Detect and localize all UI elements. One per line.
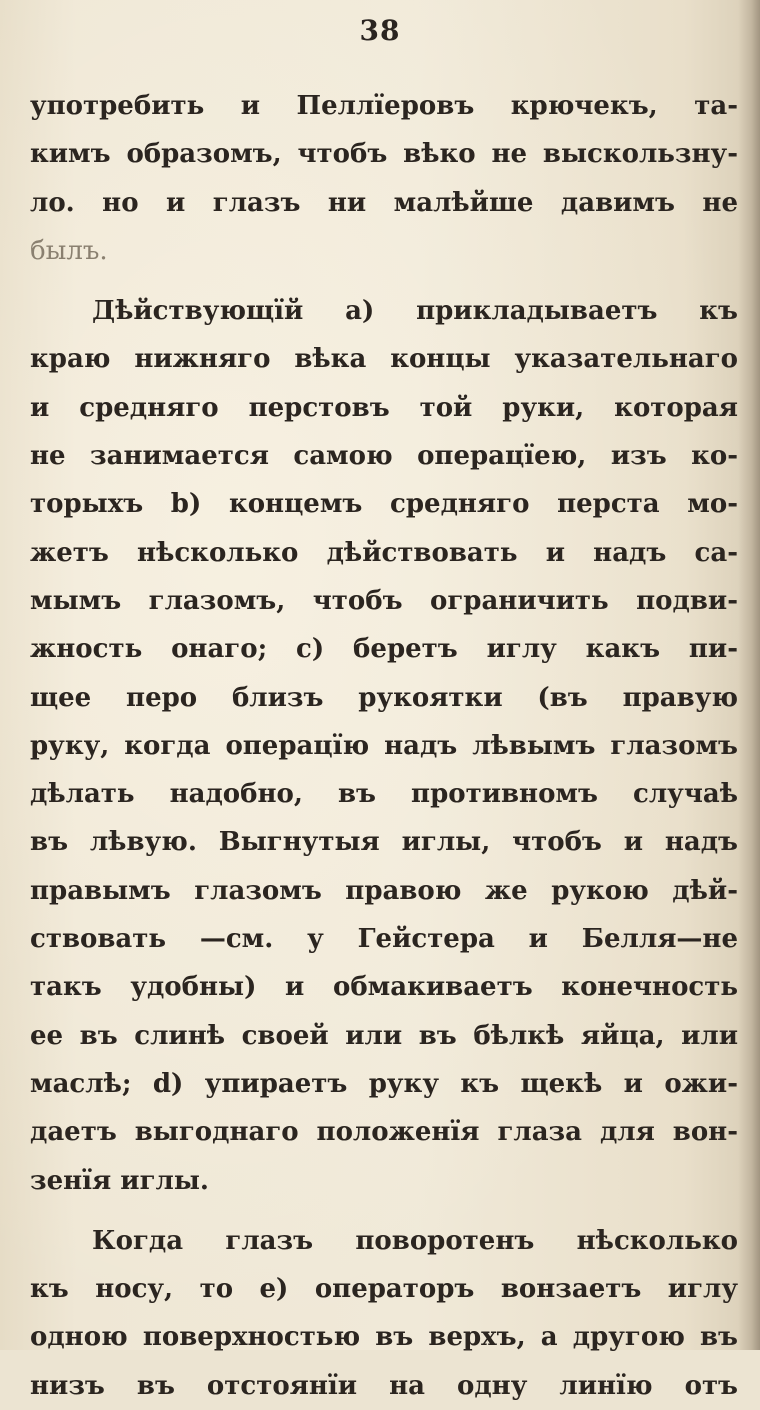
text-line: жность онаго; c) беретъ иглу какъ пи- [30,634,738,665]
text-line: дѣлать надобно, въ противномъ случаѣ [30,779,738,810]
text-line: къ носу, то e) операторъ вонзаетъ иглу [30,1274,738,1305]
text-line: кимъ образомъ, чтобъ вѣко не выскользну- [30,139,738,170]
text-line: одною поверхностью въ верхъ, а другою въ [30,1322,738,1353]
page-spine-shadow [738,0,760,1350]
text-line: былъ. [30,235,108,266]
text-line: мымъ глазомъ, чтобъ ограничить подви- [30,585,738,616]
text-line: ло. но и глазъ ни малѣйше давимъ не [30,187,738,218]
text-line: торыхъ b) концемъ средняго перста мо- [30,489,738,520]
paragraph-first-line: Когда глазъ поворотенъ нѣсколько [92,1225,738,1256]
text-line: и средняго перстовъ той руки, которая [30,392,738,423]
text-line: даетъ выгоднаго положенїя глаза для вон- [30,1117,738,1148]
text-line: краю нижняго вѣка концы указательнаго [30,344,738,375]
text-line: употребить и Пеллїеровъ крючекъ, та- [30,91,738,121]
text-line: руку, когда операцїю надъ лѣвымъ глазомъ [30,730,738,761]
text-line: не занимается самою операцїею, изъ ко- [30,441,738,472]
text-line: такъ удобны) и обмакиваетъ конечность [30,972,738,1003]
paragraph-first-line: Дѣйствующїй a) прикладываетъ къ [92,296,738,327]
text-line: правымъ глазомъ правою же рукою дѣй- [30,875,738,906]
text-line: маслѣ; d) упираетъ руку къ щекѣ и ожи- [30,1068,738,1099]
text-line: зенїя иглы. [30,1165,209,1196]
text-line: въ лѣвую. Выгнутыя иглы, чтобъ и надъ [30,827,738,858]
body-text [30,82,738,1410]
text-line: ствовать —см. у Гейстера и Белля—не [30,924,738,955]
text-line: ее въ слинѣ своей или въ бѣлкѣ яйца, или [30,1020,738,1051]
text-line: жетъ нѣсколько дѣйствовать и надъ са- [30,537,738,568]
page-number: 38 [359,14,401,47]
text-line: низъ въ отстоянїи на одну линїю отъ [30,1370,738,1401]
text-line: щее перо близъ рукоятки (въ правую [30,682,738,713]
